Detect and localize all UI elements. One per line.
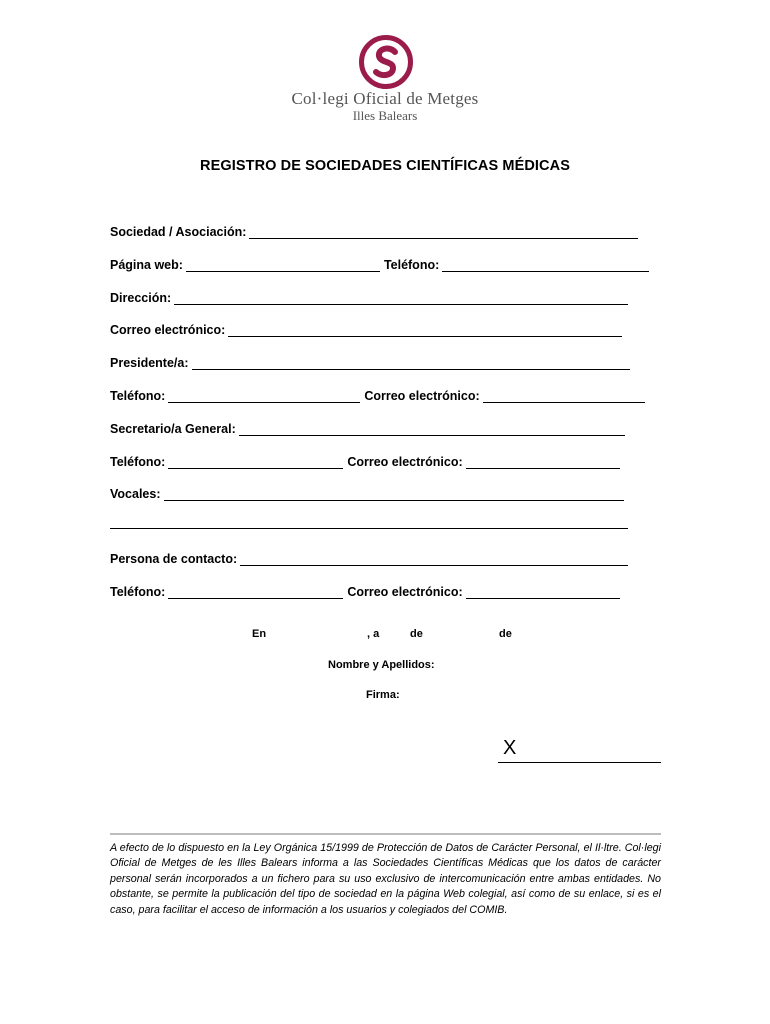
telefono-field[interactable] xyxy=(442,259,649,272)
presidente-correo-label: Correo electrónico: xyxy=(364,389,480,403)
pagina-web-field[interactable] xyxy=(186,259,380,272)
row-secretario-contacto xyxy=(110,451,620,469)
presidente-field[interactable] xyxy=(192,357,630,370)
vocales-field[interactable] xyxy=(164,488,624,501)
contacto-telefono-label: Teléfono: xyxy=(110,585,166,599)
sociedad-field[interactable] xyxy=(249,226,638,239)
row-sociedad xyxy=(110,221,638,239)
sociedad-label: Sociedad / Asociación: xyxy=(110,225,247,239)
privacy-notice: A efecto de lo dispuesto en la Ley Orgánica 15/1999 de Protección de Datos de Carácter Personal, el Il·ltre. Col·legi Oficial de Metges de les Illes Balears informa a las Sociedades Científicas Médicas que los datos de carácter personal serán incorporados a un fichero para su uso exclusivo de intercomunicación entre ambas entidades. No obstante, se permite la publicación del tipo de sociedad en la página Web colegial, así como de su enlace, si es el caso, para facilitar el acceso de información a los usuarios y colegiados del COMIB. xyxy=(110,842,661,916)
row-vocales xyxy=(110,483,624,501)
row-contacto-detalle xyxy=(110,581,620,599)
row-correo xyxy=(110,319,622,337)
correo-field[interactable] xyxy=(228,324,622,337)
contacto-field[interactable] xyxy=(240,553,628,566)
presidente-correo-field[interactable] xyxy=(483,390,645,403)
contacto-correo-field[interactable] xyxy=(466,586,620,599)
firma-label: Firma: xyxy=(366,689,400,701)
contacto-label: Persona de contacto: xyxy=(110,552,238,566)
vocales-label: Vocales: xyxy=(110,487,161,501)
page-title: REGISTRO DE SOCIEDADES CIENTÍFICAS MÉDICAS xyxy=(200,158,570,174)
row-web-telefono xyxy=(110,254,649,272)
presidente-label: Presidente/a: xyxy=(110,356,189,370)
row-presidente-contacto xyxy=(110,385,645,403)
signature-x-mark: X xyxy=(503,737,517,759)
secretario-correo-field[interactable] xyxy=(466,456,620,469)
direccion-label: Dirección: xyxy=(110,291,172,305)
secretario-field[interactable] xyxy=(239,423,625,436)
vocales-field-extra[interactable] xyxy=(110,528,628,529)
correo-label: Correo electrónico: xyxy=(110,323,226,337)
org-name: Col·legi Oficial de Metges xyxy=(291,89,479,108)
telefono-label: Teléfono: xyxy=(383,258,440,272)
footer-divider xyxy=(110,833,661,835)
org-subtitle: Illes Balears xyxy=(352,108,418,123)
pagina-web-label: Página web: xyxy=(110,258,183,272)
nombre-apellidos-label: Nombre y Apellidos: xyxy=(328,659,435,671)
date-a-label: , a xyxy=(367,628,380,640)
direccion-field[interactable] xyxy=(174,292,628,305)
row-presidente xyxy=(110,352,630,370)
secretario-telefono-label: Teléfono: xyxy=(110,455,166,469)
date-de-label-2: de xyxy=(499,628,512,640)
row-direccion xyxy=(110,287,628,305)
contacto-telefono-field[interactable] xyxy=(168,586,343,599)
presidente-telefono-label: Teléfono: xyxy=(110,389,166,403)
presidente-telefono-field[interactable] xyxy=(168,390,360,403)
date-en-label: En xyxy=(252,628,267,640)
secretario-label: Secretario/a General: xyxy=(110,422,236,436)
secretario-telefono-field[interactable] xyxy=(168,456,343,469)
row-secretario xyxy=(110,418,625,436)
signature-line[interactable] xyxy=(498,762,661,763)
date-de-label: de xyxy=(410,628,423,640)
comib-logo-icon xyxy=(359,35,413,89)
row-contacto xyxy=(110,548,628,566)
secretario-correo-label: Correo electrónico: xyxy=(347,455,463,469)
contacto-correo-label: Correo electrónico: xyxy=(347,585,463,599)
